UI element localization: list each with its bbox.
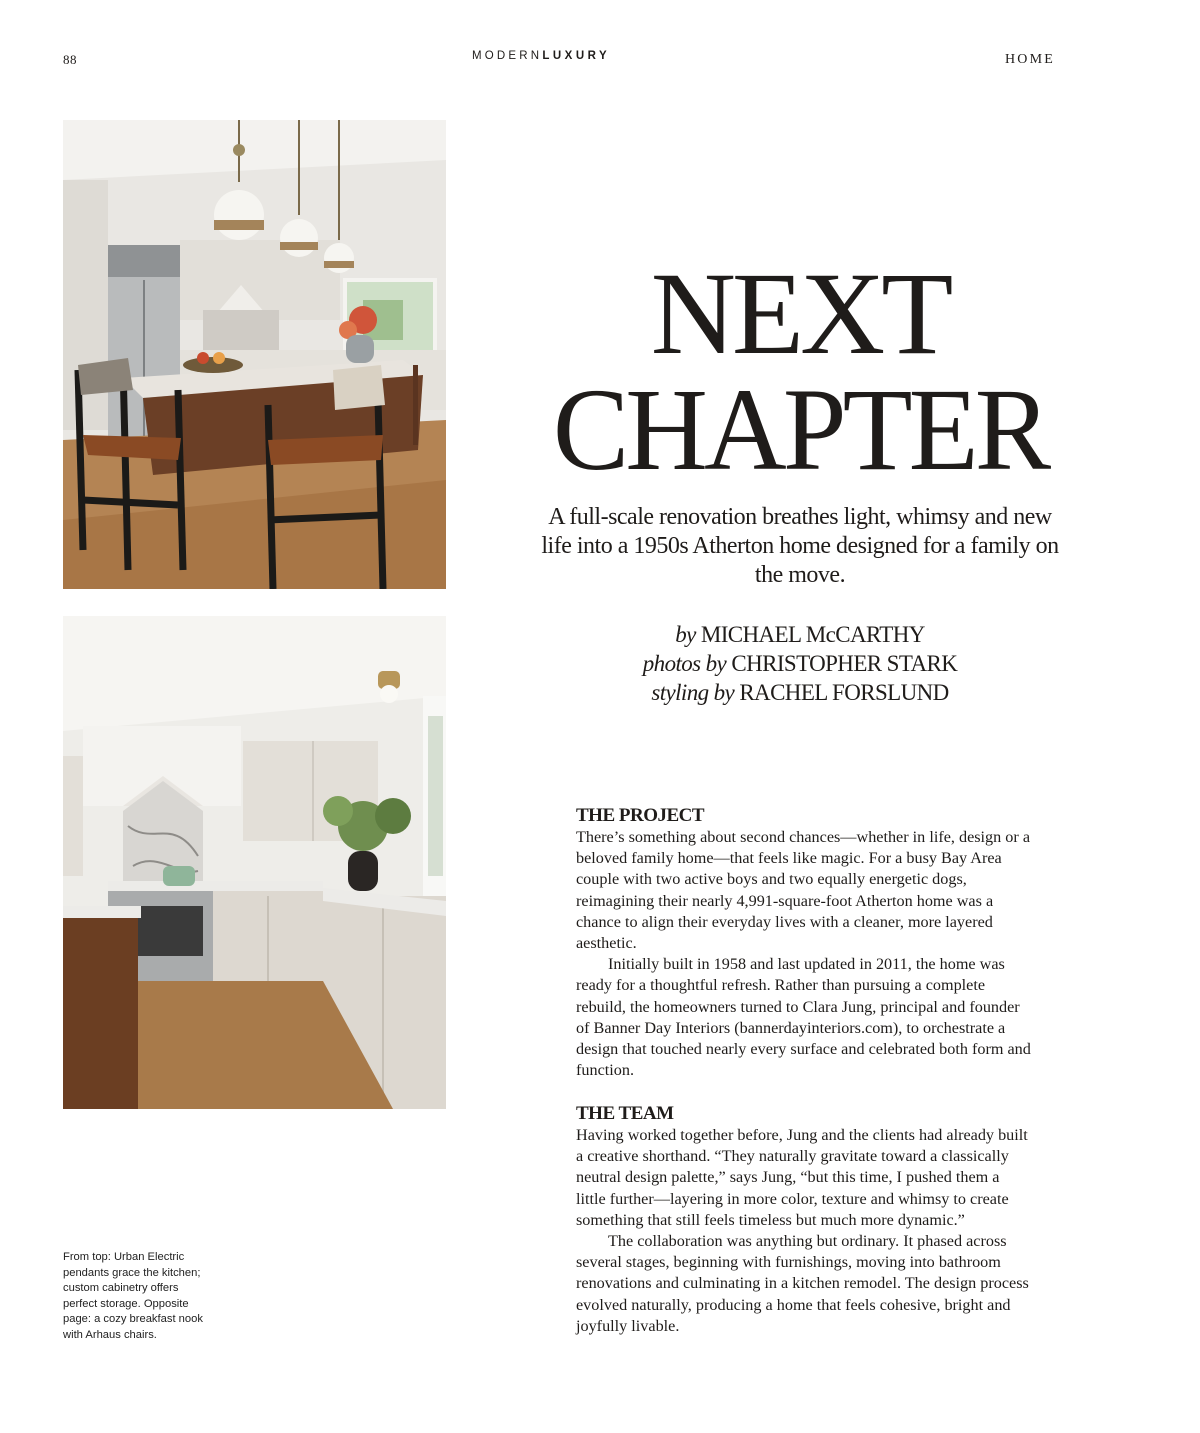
section-label: HOME	[1005, 52, 1056, 67]
kitchen-cabinetry-photo	[63, 616, 446, 1109]
section-heading: THE PROJECT	[576, 805, 705, 826]
masthead-bold: LUXURY	[542, 50, 611, 62]
credit-role: photos by	[642, 651, 727, 676]
body-paragraph: The collaboration was anything but ordinary. It phased across several stages, beginning with furnishings, moving into bathroom renovations and culminating in a kitchen remodel. The design process evolved naturally, producing a home that feels cohesive, bright and joyfully livable.	[576, 1232, 1029, 1335]
photo-caption: From top: Urban Electric pendants grace the kitchen; custom cabinetry offers perfect storage. Opposite page: a cozy breakfast nook with Arhaus chairs.	[63, 1251, 203, 1341]
headline-line-1: NEXT	[650, 248, 950, 379]
body-paragraph: There’s something about second chances—whether in life, design or a beloved family home—that feels like magic. For a busy Bay Area couple with two active boys and two equally energetic dogs, reimagining their nearly 4,991-square-foot Atherton home was a chance to align their everyday lives with a cleaner, more layered aesthetic.	[576, 828, 1031, 953]
credit-author	[560, 620, 1040, 649]
credit-role: by	[675, 622, 696, 647]
credit-name: RACHEL FORSLUND	[739, 680, 949, 705]
kitchen-island-photo	[63, 120, 446, 589]
credit-photographer	[560, 649, 1040, 678]
masthead-light: MODERN	[472, 50, 543, 62]
credit-role: styling by	[651, 680, 735, 705]
body-paragraph: Initially built in 1958 and last updated in 2011, the home was ready for a thoughtful refresh. Rather than pursuing a complete rebuild, the homeowners turned to Clara Jung, principal and founder of Banner Day Interiors (bannerdayinteriors.com), to orchestrate a design that touched nearly every surface and celebrated both form and function.	[576, 955, 1031, 1080]
page-number: 88	[63, 52, 77, 67]
article-dek: A full-scale renovation breathes light, whimsy and new life into a 1950s Atherton home designed for a family on the move.	[541, 504, 1059, 588]
masthead-logo	[472, 50, 610, 62]
credits	[560, 620, 1040, 707]
credit-name: MICHAEL McCARTHY	[700, 622, 925, 647]
section-the-team	[576, 1103, 1032, 1337]
credit-stylist	[560, 678, 1040, 707]
section-heading: THE TEAM	[576, 1103, 674, 1124]
headline-line-2: CHAPTER	[552, 364, 1048, 495]
credit-name: CHRISTOPHER STARK	[731, 651, 958, 676]
body-paragraph: Having worked together before, Jung and the clients had already built a creative shorthand. “They naturally gravitate toward a classically neutral design palette,” says Jung, “but this time, I pushed them a little further—layering in more color, texture and whimsy to create something that still feels timeless but much more dynamic.”	[576, 1126, 1028, 1229]
section-the-project	[576, 805, 1032, 1081]
